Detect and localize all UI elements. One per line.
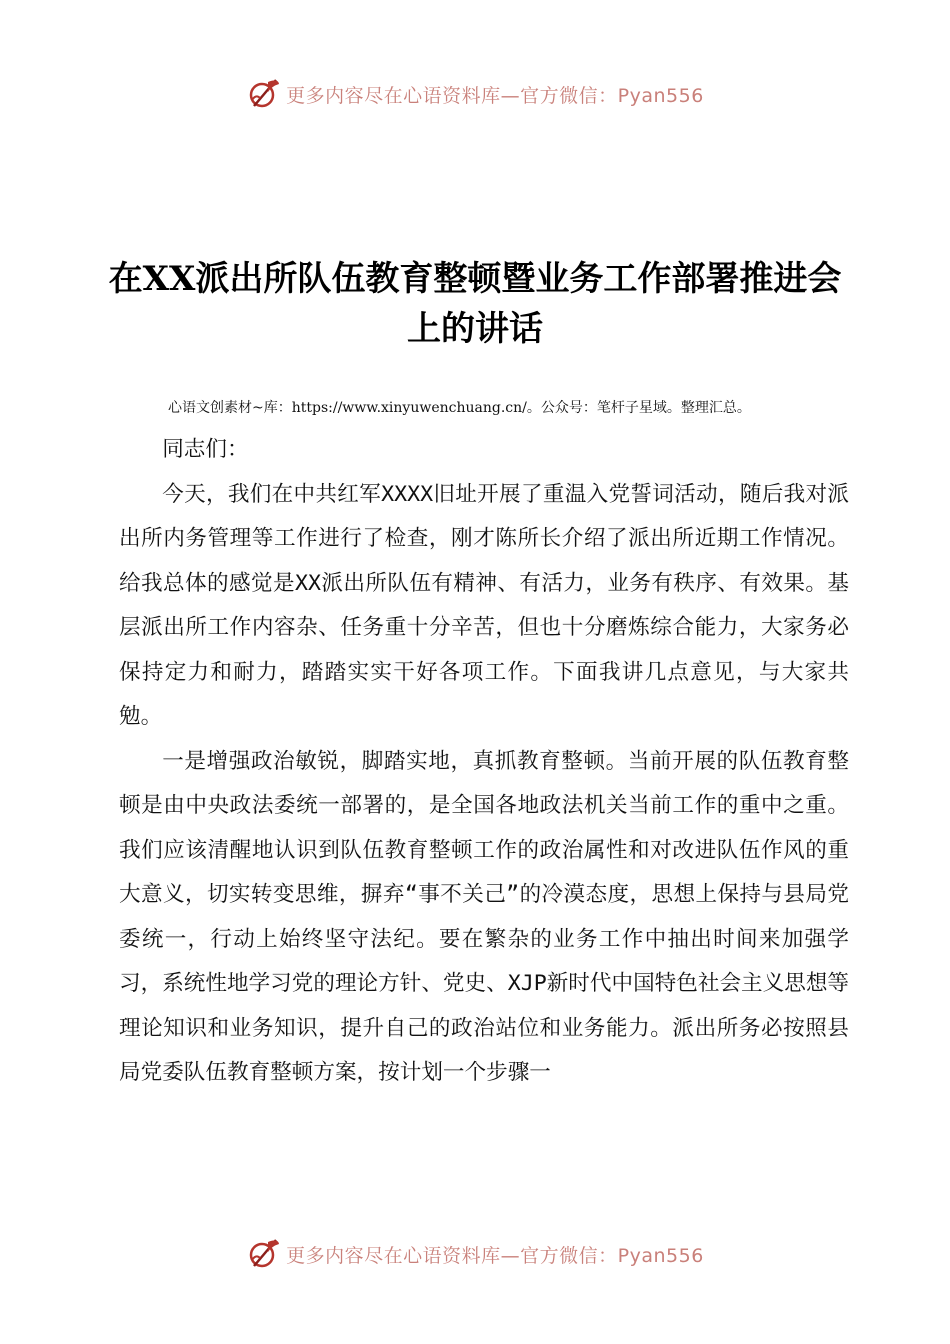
quill-logo-icon	[246, 1236, 282, 1272]
header-banner	[0, 72, 950, 116]
source-line: 心语文创素材~库：https://www.xinyuwenchuang.cn/。公众号：笔杆子星域。整理汇总。	[168, 400, 751, 416]
document-body	[119, 428, 849, 1096]
paragraph: 一是增强政治敏锐，脚踏实地，真抓教育整顿。当前开展的队伍教育整顿是由中央政法委统一部署的，是全国各地政法机关当前工作的重中之重。我们应该清醒地认识到队伍教育整顿工作的政治属性和对改进队伍作风的重大意义，切实转变思维，摒弃“事不关己”的冷漠态度，思想上保持与县局党委统一，行动上始终坚守法纪。要在繁杂的业务工作中抽出时间来加强学习，系统性地学习党的理论方针、党史、XJP新时代中国特色社会主义思想等理论知识和业务知识，提升自己的政治站位和业务能力。派出所务必按照县局党委队伍教育整顿方案，按计划一个步骤一	[119, 748, 850, 1085]
paragraph: 今天，我们在中共红军XXXX旧址开展了重温入党誓词活动，随后我对派出所内务管理等工作进行了检查，刚才陈所长介绍了派出所近期工作情况。给我总体的感觉是XX派出所队伍有精神、有活力，业务有秩序、有效果。基层派出所工作内容杂、任务重十分辛苦，但也十分磨炼综合能力，大家务必保持定力和耐力，踏踏实实干好各项工作。下面我讲几点意见，与大家共勉。	[119, 481, 849, 729]
banner-text: 更多内容尽在心语资料库—官方微信：Pyan556	[286, 84, 704, 107]
document-title: 在XX派出所队伍教育整顿暨业务工作部署推进会上的讲话	[108, 259, 842, 349]
footer-banner	[0, 1232, 950, 1276]
quill-logo-icon	[246, 76, 282, 112]
banner-text: 更多内容尽在心语资料库—官方微信：Pyan556	[286, 1244, 704, 1267]
salutation: 同志们：	[162, 437, 249, 462]
